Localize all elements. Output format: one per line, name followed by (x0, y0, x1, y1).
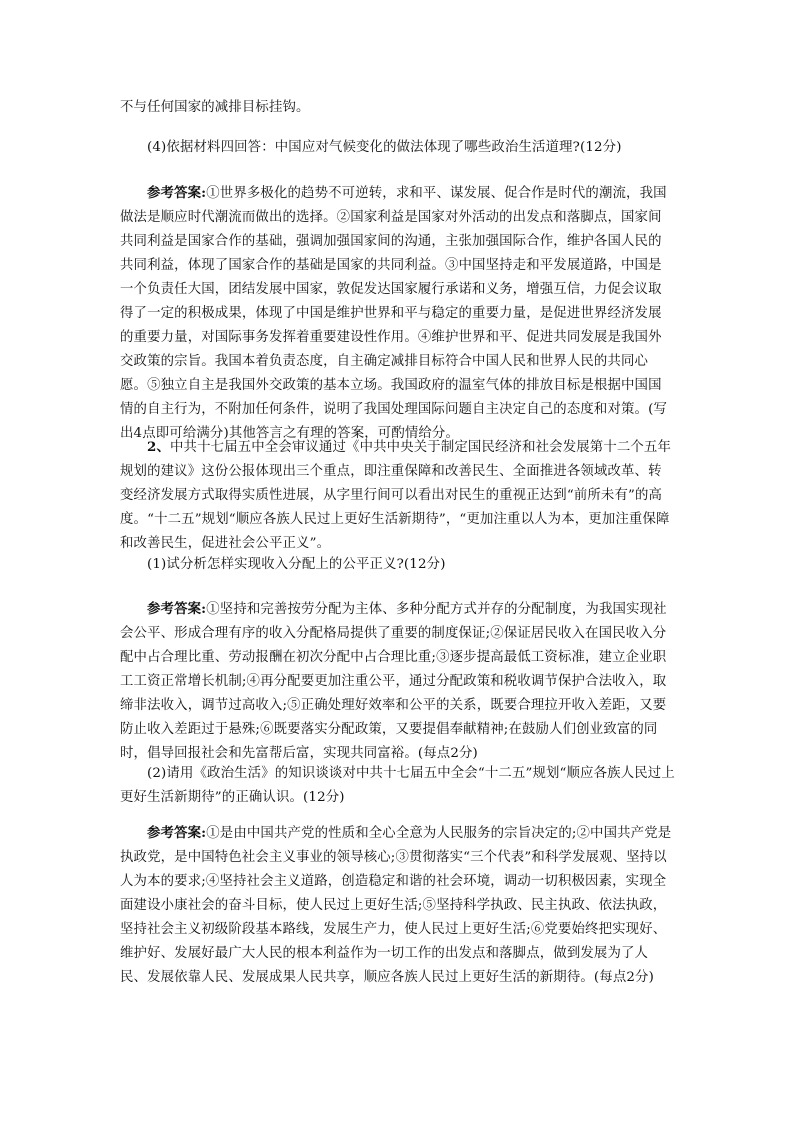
question-2-2: (2)请用《政治生活》的知识谈谈对中共十七届五中全会“十二五”规划“顺应各族人民过上更好生活新期待”的正确认识。(12分) (120, 766, 675, 805)
answer-label: 参考答案: (147, 185, 207, 201)
answer-text-2-1: ①坚持和完善按劳分配为主体、多种分配方式并存的分配制度，为我国实现社会公平、形成合理有序的收入分配格局提供了重要的制度保证;②保证居民收入在国民收入分配中占合理比重、劳动报酬在初次分配中占合理比重;③逐步提高最低工资标准，建立企业职工工资正常增长机制;④再分配要更加注重公平，通过分配政策和税收调节保护合法收入，取缔非法收入，调节过高收入;⑤正确处理好效率和公平的关系，既要合理拉开收入差距，又要防止收入差距过于悬殊;⑥既要落实分配政策，又要提倡奉献精神;在鼓励人们创业致富的同时，倡导回报社会和先富帮后富，实现共同富裕。(每点2分) (120, 602, 667, 761)
question-2-1: (1)试分析怎样实现收入分配上的公平正义?(12分) (147, 557, 446, 572)
answer-label: 参考答案: (147, 601, 207, 617)
answer-block-4 (120, 181, 675, 446)
answer-block-2-2 (120, 821, 675, 990)
answer-label: 参考答案: (147, 825, 207, 841)
answer-text-2-2: ①是由中国共产党的性质和全心全意为人民服务的宗旨决定的;②中国共产党是执政党，是中国特色社会主义事业的领导核心;③贯彻落实“三个代表”和科学发展观、坚持以人为本的要求;④坚持社会主义道路，创造稳定和谐的社会环境，调动一切积极因素，实现全面建设小康社会的奋斗目标，使人民过上更好生活;⑤坚持科学执政、民主执政、依法执政，坚持社会主义初级阶段基本路线，发展生产力，使人民过上更好生活;⑥党要始终把实现好、维护好、发展好最广大人民的根本利益作为一切工作的出发点和落脚点，做到发展为了人民、发展依靠人民、发展成果人民共享，顺应各族人民过上更好生活的新期待。(每点2分) (120, 826, 672, 985)
answer-block-2-1 (120, 597, 675, 766)
continuation-text: 不与任何国家的减排目标挂钩。 (120, 100, 310, 115)
answer-text-4: ①世界多极化的趋势不可逆转，求和平、谋发展、促合作是时代的潮流，我国做法是顺应时代潮流而做出的选择。②国家利益是国家对外活动的出发点和落脚点，国家间共同利益是国家合作的基础，强调加强国家间的沟通，主张加强国际合作，维护各国人民的共同利益，体现了国家合作的基础是国家的共同利益。③中国坚持走和平发展道路，中国是一个负责任大国，团结发展中国家，敦促发达国家履行承诺和义务，增强互信，力促会议取得了一定的积极成果，体现了中国是维护世界和平与稳定的重要力量，是促进世界经济发展的重要力量，对国际事务发挥着重要建设性作用。④维护世界和平、促进共同发展是我国外交政策的宗旨。我国本着负责态度，自主确定减排目标符合中国人民和世界人民的共同心愿。⑤独立自主是我国外交政策的基本立场。我国政府的温室气体的排放目标是根据中国国情的自主行为，不附加任何条件，说明了我国处理国际问题自主决定自己的态度和对策。(写出4点即可给满分)其他答言之有理的答案，可酌情给分。 (120, 186, 667, 441)
question-4: (4)依据材料四回答：中国应对气候变化的做法体现了哪些政治生活道理?(12分) (147, 140, 622, 155)
question-number: 2、 (147, 439, 171, 455)
question-2-stem: 中共十七届五中全会审议通过《中共中央关于制定国民经济和社会发展第十二个五年规划的建议》这份公报体现出三个重点，即注重保障和改善民生、全面推进各领域改革、转变经济发展方式取得实质性进展，从字里行间可以看出对民生的重视正达到“前所未有”的高度。“十二五”规划“顺应各族人民过上更好生活新期待”，“更加注重以人为本，更加注重保障和改善民生，促进社会公平正义”。 (120, 440, 672, 551)
question-2 (120, 435, 675, 556)
